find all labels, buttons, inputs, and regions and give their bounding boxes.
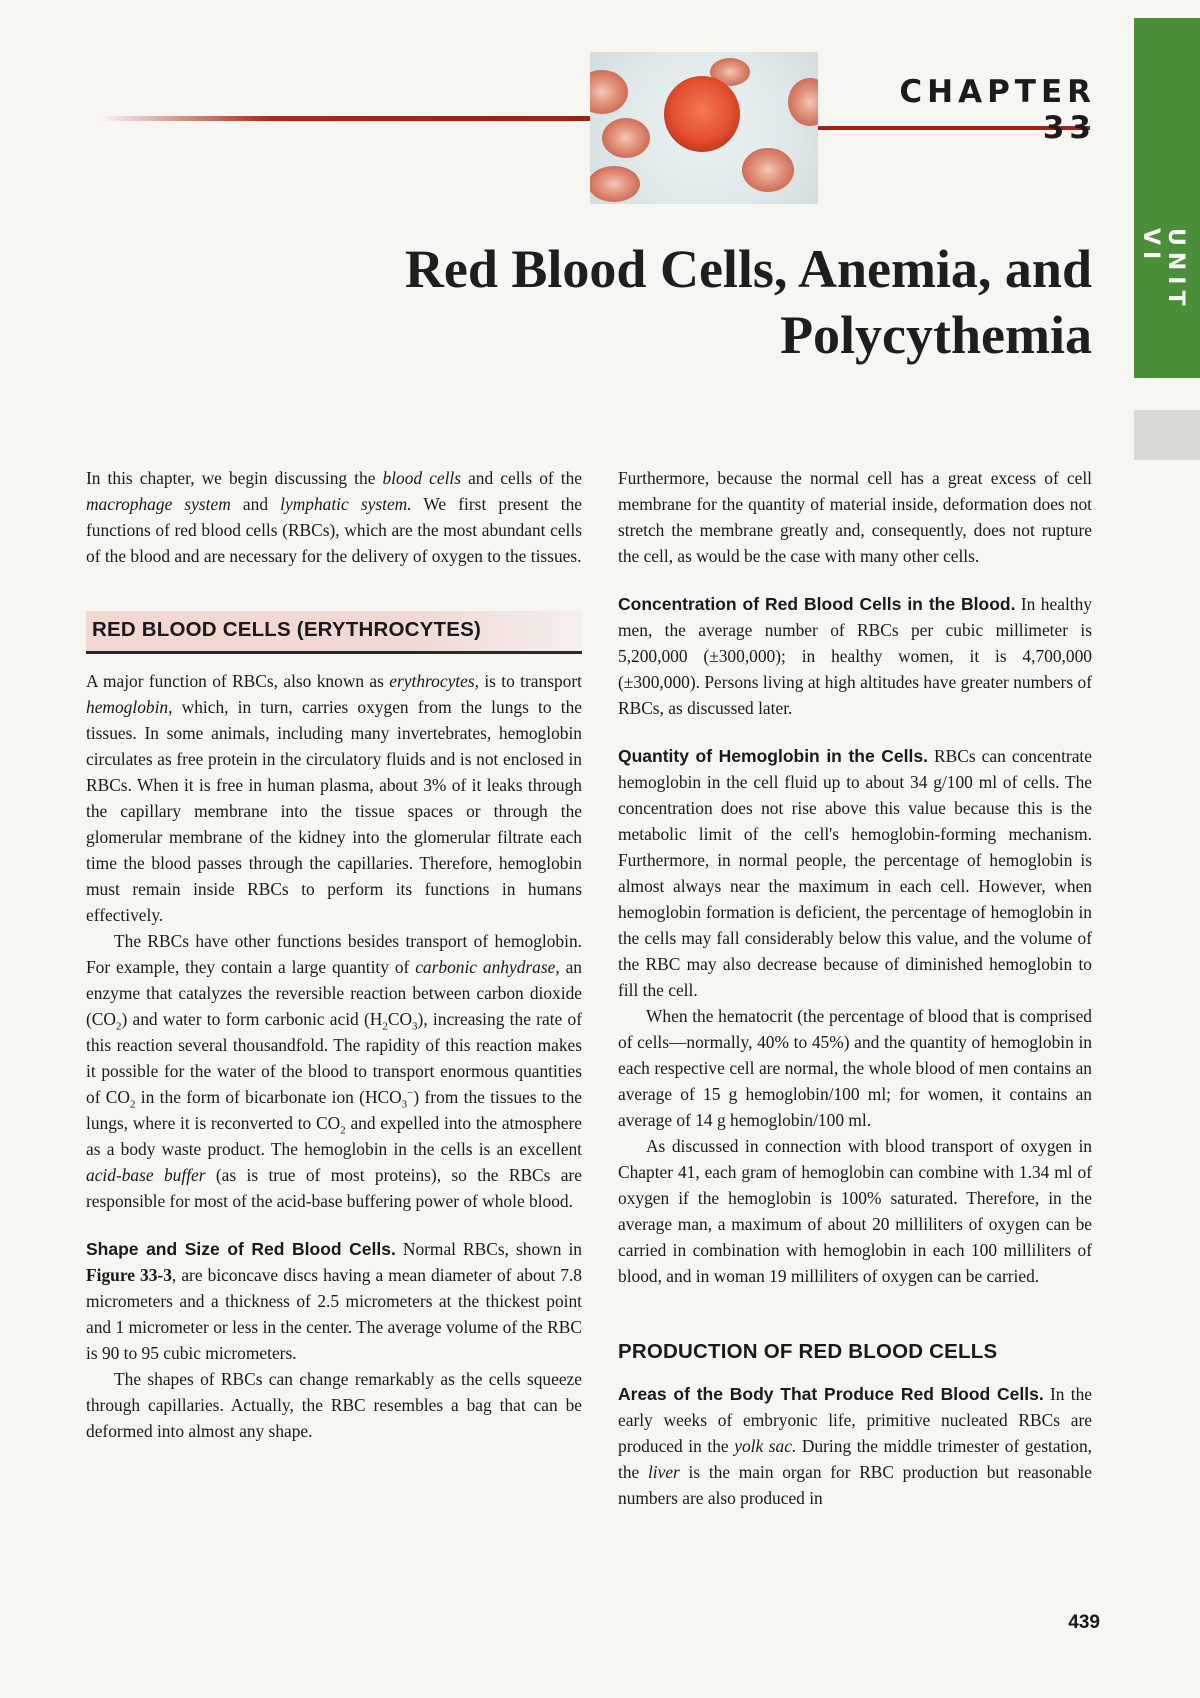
body-paragraph-concentration: Concentration of Red Blood Cells in the Blood. In healthy men, the average number of RBCs per cubic millimeter is 5,200,000 (±300,000); in healthy women, it is 4,700,000 (±300,000). Persons living at high altitudes have greater numbers of RBCs, as discussed later. (618, 594, 1092, 718)
body-paragraph-hemoglobin: Quantity of Hemoglobin in the Cells. RBCs can concentrate hemoglobin in the cell fluid up to about 34 g/100 ml of cells. The concentration does not rise above this value because this is the metabolic limit of the cell's hemoglobin-forming mechanism. Furthermore, in normal people, the percentage of hemoglobin is almost always near the maximum in each cell. However, when hemoglobin formation is deficient, the percentage of hemoglobin in the cells may fall considerably below this value, and the volume of the RBC may also decrease because of diminished hemoglobin to fill the cell. (618, 746, 1092, 1000)
section-heading-production (618, 1339, 1092, 1365)
cell-shape (742, 148, 794, 192)
chapter-label: CHAPTER 33 (899, 74, 1096, 146)
red-blood-cells-image (590, 52, 818, 204)
left-column (86, 465, 582, 1444)
chapter-title-line-1: Red Blood Cells, Anemia, and (404, 239, 1092, 299)
unit-tab-marker (1134, 410, 1200, 460)
cell-shape (590, 166, 640, 202)
page-number: 439 (1068, 1612, 1100, 1633)
body-paragraph: When the hematocrit (the percentage of blood that is comprised of cells—normally, 40% to 45%) and the quantity of hemoglobin in each respective cell are normal, the whole blood of men contains an average of 15 g hemoglobin/100 ml; for women, it contains an average of 14 g hemoglobin/100 ml. (618, 1006, 1092, 1130)
red-blood-cells-illustration (590, 52, 818, 204)
cell-shape (788, 78, 818, 126)
right-column (618, 465, 1092, 1511)
section-heading-text: PRODUCTION OF RED BLOOD CELLS (618, 1340, 998, 1363)
body-paragraph-shape-size: Shape and Size of Red Blood Cells. Normal RBCs, shown in Figure 33-3, are biconcave discs having a mean diameter of about 7.8 micrometers and a thickness of 2.5 micrometers at the thickest point and 1 micrometer or less in the center. The average volume of the RBC is 90 to 95 cubic micrometers. (86, 1239, 582, 1363)
body-paragraph: The shapes of RBCs can change remarkably as the cells squeeze through capillaries. Actually, the RBC resembles a bag that can be deformed into almost any shape. (86, 1369, 582, 1441)
body-paragraph: Furthermore, because the normal cell has a great excess of cell membrane for the quantity of material inside, deformation does not stretch the membrane greatly and, consequently, does not rupture the cell, as would be the case with many other cells. (618, 468, 1092, 566)
chapter-title (300, 236, 1092, 368)
unit-tab-label: UNIT VI (1138, 228, 1188, 312)
section-heading-rbc (86, 611, 582, 654)
body-paragraph: As discussed in connection with blood transport of oxygen in Chapter 41, each gram of hemoglobin can combine with 1.34 ml of oxygen if the hemoglobin is 100% saturated. Therefore, in the average man, a maximum of about 20 milliliters of oxygen can be carried in combination with hemoglobin in each 100 milliliters of blood, and in woman 19 milliliters of oxygen can be carried. (618, 1136, 1092, 1286)
body-paragraph: The RBCs have other functions besides transport of hemoglobin. For example, they contain a large quantity of carbonic anhydrase, an enzyme that catalyzes the reversible reaction between carbon dioxide $(CO_2)$ and water to form carbonic acid $(H_2CO_3)$, increasing the rate of this reaction several thousandfold. The rapidity of this reaction makes it possible for the water of the blood to transport enormous quantities of $CO_2$ in the form of bicarbonate ion $(HCO_3^-)$ from the tissues to the lungs, where it is reconverted to $CO_2$ and expelled into the atmosphere as a body waste product. The hemoglobin in the cells is an excellent acid-base buffer (as is true of most proteins), so the RBCs are responsible for most of the acid-base buffering power of whole blood. (86, 931, 583, 1211)
intro-paragraph: In this chapter, we begin discussing the blood cells and cells of the macrophage system and lymphatic system. We first present the functions of red blood cells (RBCs), which are the most abundant cells of the blood and are necessary for the delivery of oxygen to the tissues. (86, 468, 582, 566)
section-heading-text: RED BLOOD CELLS (ERYTHROCYTES) (92, 618, 482, 641)
highlighted-cell (664, 76, 740, 152)
cell-shape (590, 70, 628, 114)
header-rule-left (100, 116, 590, 121)
body-paragraph: A major function of RBCs, also known as erythrocytes, is to transport hemoglobin, which, in turn, carries oxygen from the lungs to the tissues. In some animals, including many invertebrates, hemoglobin circulates as free protein in the circulatory fluids and is not enclosed in RBCs. When it is free in human plasma, about 3% of it leaks through the capillary membrane into the tissue spaces or through the glomerular membrane of the kidney into the glomerular filtrate each time the blood passes through the capillaries. Therefore, hemoglobin must remain inside RBCs to perform its functions in humans effectively. (86, 671, 583, 925)
chapter-title-line-2: Polycythemia (780, 305, 1092, 365)
body-paragraph-areas: Areas of the Body That Produce Red Blood Cells. In the early weeks of embryonic life, primitive nucleated RBCs are produced in the yolk sac. During the middle trimester of gestation, the liver is the main organ for RBC production but reasonable numbers are also produced in (618, 1384, 1093, 1508)
cell-shape (602, 118, 650, 158)
